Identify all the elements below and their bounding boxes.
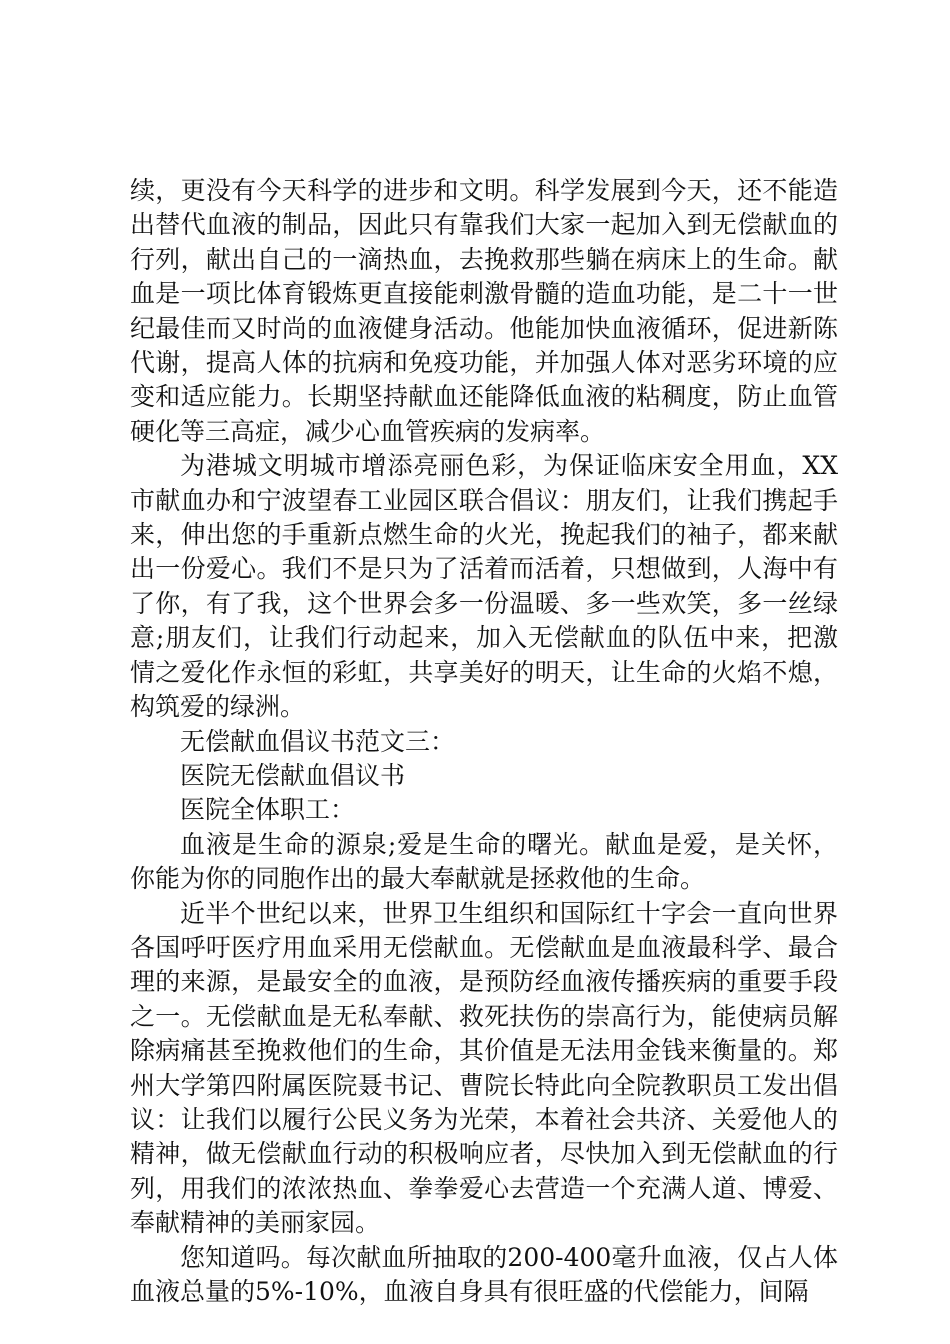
paragraph-blood-source: 血液是生命的源泉;爱是生命的曙光。献血是爱，是关怀，你能为你的同胞作出的最大奉献就是拯救他的生命。 [130,829,838,894]
paragraph-appeal: 为港城文明城市增添亮丽色彩，为保证临床安全用血，XX市献血办和宁波望春工业园区联合倡议：朋友们，让我们携起手来，伸出您的手重新点燃生命的火光，挽起我们的袖子，都来献出一份爱心。我们不是只为了活着而活着，只想做到，人海中有了你，有了我，这个世界会多一份温暖、多一些欢笑，多一丝绿意;朋友们，让我们行动起来，加入无偿献血的队伍中来，把激情之爱化作永恒的彩虹，共享美好的明天，让生命的火焰不熄，构筑爱的绿洲。 [130,451,838,722]
paragraph-history: 近半个世纪以来，世界卫生组织和国际红十字会一直向世界各国呼吁医疗用血采用无偿献血。无偿献血是血液最科学、最合理的来源，是最安全的血液，是预防经血液传播疾病的重要手段之一。无偿献血是无私奉献、救死扶伤的崇高行为，能使病员解除病痛甚至挽救他们的生命，其价值是无法用金钱来衡量的。郑州大学第四附属医院聂书记、曹院长特此向全院教职员工发出倡议：让我们以履行公民义务为光荣，本着社会共济、关爱他人的精神，做无偿献血行动的积极响应者，尽快加入到无偿献血的行列，用我们的浓浓热血、拳拳爱心去营造一个充满人道、博爱、奉献精神的美丽家园。 [130,898,838,1238]
document-page [130,174,838,1309]
section-title: 无偿献血倡议书范文三： [180,726,456,756]
salutation: 医院全体职工： [180,795,356,825]
paragraph-continuation: 续，更没有今天科学的进步和文明。科学发展到今天，还不能造出替代血液的制品，因此只有靠我们大家一起加入到无偿献血的行列，献出自己的一滴热血，去挽救那些躺在病床上的生命。献血是一项比体育锻炼更直接能刺激骨髓的造血功能，是二十一世纪最佳而又时尚的血液健身活动。他能加快血液循环，促进新陈代谢，提高人体的抗病和免疫功能，并加强人体对恶劣环境的应变和适应能力。长期坚持献血还能降低血液的粘稠度，防止血管硬化等三高症，减少心血管疾病的发病率。 [130,176,838,446]
paragraph-did-you-know: 您知道吗。每次献血所抽取的200-400毫升血液，仅占人体血液总量的5%-10%，血液自身具有很旺盛的代偿能力，间隔 [130,1242,838,1306]
document-title: 医院无偿献血倡议书 [180,760,406,790]
